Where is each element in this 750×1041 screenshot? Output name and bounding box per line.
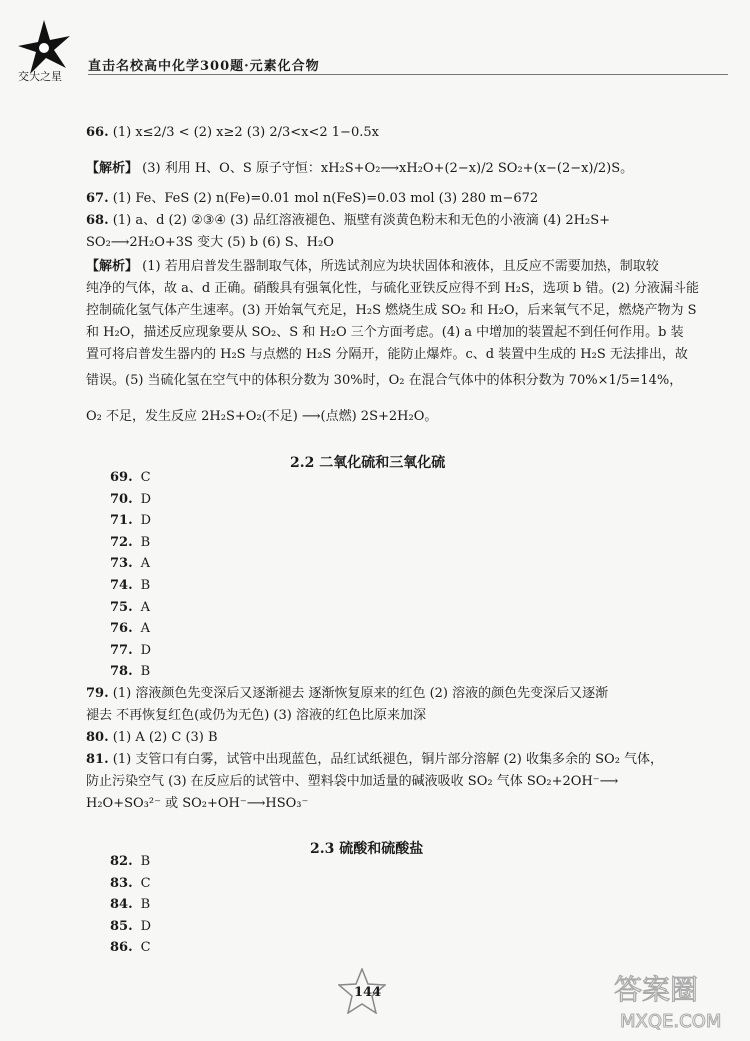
- q80-line: [86, 729, 218, 747]
- answer-row: [110, 556, 150, 571]
- q68-analysis-1: [86, 258, 659, 276]
- q66-line: [86, 124, 379, 142]
- question-number: 67.: [86, 191, 109, 206]
- answer-text: (1) x≤2/3 < (2) x≥2 (3) 2/3<x<2 1−0.5x: [112, 125, 379, 140]
- answer-row: [110, 513, 151, 528]
- q81-line-2: 防止污染空气 (3) 在反应后的试管中、塑料袋中加适量的碱液吸收 SO₂ 气体 SO₂+2OH⁻⟶: [86, 774, 619, 789]
- answer-choice: A: [140, 621, 151, 637]
- question-number: 72.: [110, 534, 133, 550]
- answer-row: [110, 897, 150, 912]
- watermark-logo: [610, 965, 740, 1035]
- header-divider: [88, 74, 728, 75]
- question-number: 68.: [86, 213, 109, 228]
- answer-row: [110, 621, 150, 636]
- question-number: 70.: [110, 491, 133, 507]
- watermark-title: 答案圈: [614, 973, 699, 1006]
- q68-line-1: [86, 212, 610, 230]
- analysis-text: (1) 若用启普发生器制取气体，所选试剂应为块状固体和液体，且反应不需要加热，制取较: [142, 259, 659, 274]
- answer-row: [110, 919, 151, 934]
- question-number: 86.: [110, 940, 133, 956]
- question-number: 85.: [110, 918, 133, 934]
- q68-analysis-2: 纯净的气体，故 a、d 正确。硝酸具有强氧化性，与硫化亚铁反应得不到 H₂S，选项 b 错。(2) 分液漏斗能: [86, 281, 700, 296]
- q68-analysis-4: 和 H₂O，描述反应现象要从 SO₂、S 和 H₂O 三个方面考虑。(4) a 中增加的装置起不到任何作用。b 装: [86, 325, 684, 340]
- answer-row: [110, 643, 151, 658]
- answer-row: [110, 876, 151, 891]
- answer-row: [110, 940, 151, 955]
- series-title: 直击名校高中化学300题·元素化合物: [88, 59, 320, 74]
- q81-line-1: [86, 751, 663, 769]
- q79-line-1: [86, 685, 608, 703]
- answer-text: (1) Fe、FeS (2) n(Fe)=0.01 mol n(FeS)=0.03 mol (3) 280 m−672: [112, 191, 539, 206]
- answer-row: [110, 600, 150, 615]
- question-number: 71.: [110, 513, 133, 529]
- question-number: 82.: [110, 854, 133, 869]
- q68-analysis-7: O₂ 不足，发生反应 2H₂S+O₂(不足) ⟶(点燃) 2S+2H₂O。: [86, 409, 438, 424]
- question-number: 75.: [110, 599, 133, 615]
- question-number: 69.: [110, 470, 133, 485]
- question-number: 76.: [110, 621, 133, 637]
- answer-text: (1) 支管口有白雾，试管中出现蓝色，品红试纸褪色，铜片部分溶解 (2) 收集多余的 SO₂ 气体，: [112, 752, 664, 767]
- star-logo-icon: [14, 18, 84, 82]
- question-number: 78.: [110, 664, 133, 680]
- q68-analysis-5: 置可将启普发生器内的 H₂S 与点燃的 H₂S 分隔开，能防止爆炸。c、d 装置中生成的 H₂S 无法排出，故: [86, 347, 688, 362]
- section-heading-2-3: 2.3 硫酸和硫酸盐: [310, 841, 424, 857]
- question-number: 84.: [110, 897, 133, 913]
- answer-choice: D: [140, 642, 152, 658]
- answer-row: [110, 578, 150, 593]
- q66-analysis: [86, 160, 633, 178]
- watermark-url: MXQE.COM: [620, 1011, 722, 1032]
- q68-analysis-6: 错误。(5) 当硫化氢在空气中的体积分数为 30%时，O₂ 在混合气体中的体积分数为 70%×1/5=14%，: [86, 373, 683, 388]
- answer-row: [110, 664, 150, 679]
- question-number: 79.: [86, 686, 109, 701]
- q81-line-3: H₂O+SO₃²⁻ 或 SO₂+OH⁻⟶HSO₃⁻: [86, 796, 309, 811]
- answer-choice: B: [140, 897, 151, 913]
- answer-choice: A: [140, 599, 151, 615]
- answer-text: (1) a、d (2) ②③④ (3) 品红溶液褪色、瓶壁有淡黄色粉末和无色的小液滴 (4) 2H₂S+: [112, 213, 611, 228]
- question-number: 80.: [86, 730, 109, 745]
- answer-text: (1) 溶液颜色先变深后又逐渐褪去 逐渐恢复原来的红色 (2) 溶液的颜色先变深后又逐渐: [112, 686, 609, 701]
- question-number: 83.: [110, 875, 133, 891]
- answer-choice: D: [140, 513, 152, 529]
- answer-choice: D: [140, 491, 152, 507]
- q79-line-2: 褪去 不再恢复红色(或仍为无色) (3) 溶液的红色比原来加深: [86, 708, 426, 723]
- answer-choice: B: [140, 664, 151, 680]
- question-number: 66.: [86, 125, 109, 140]
- q67-line: [86, 190, 538, 208]
- answer-row: [110, 470, 151, 485]
- question-number: 74.: [110, 578, 133, 593]
- analysis-tag: 【解析】: [86, 259, 139, 274]
- answer-text: (1) A (2) C (3) B: [112, 730, 218, 745]
- page-header: [0, 0, 750, 90]
- question-number: 73.: [110, 556, 133, 572]
- answer-choice: A: [140, 556, 151, 572]
- answer-choice: C: [140, 470, 151, 485]
- analysis-text: (3) 利用 H、O、S 原子守恒：xH₂S+O₂⟶xH₂O+(2−x)/2 SO₂+(x−(2−x)/2)S。: [142, 161, 634, 176]
- answer-choice: B: [140, 534, 151, 550]
- answer-choice: B: [140, 854, 151, 869]
- section-heading-2-2: 2.2 二氧化硫和三氧化硫: [290, 455, 446, 471]
- q68-analysis-3: 控制硫化氢气体产生速率。(3) 开始氧气充足，H₂S 燃烧生成 SO₂ 和 H₂O，后来氧气不足，燃烧产物为 S: [86, 303, 697, 318]
- logo-text: 交大之星: [18, 70, 62, 82]
- answer-row: [110, 854, 150, 869]
- analysis-tag: 【解析】: [86, 161, 139, 176]
- answer-row: [110, 535, 150, 550]
- answer-choice: D: [140, 918, 152, 934]
- q68-line-2: SO₂⟶2H₂O+3S 变大 (5) b (6) S、H₂O: [86, 235, 334, 250]
- page-number: 144: [354, 985, 382, 1000]
- answer-choice: C: [140, 940, 151, 956]
- question-number: 77.: [110, 642, 133, 658]
- answer-choice: C: [140, 875, 151, 891]
- answer-choice: B: [140, 578, 151, 593]
- question-number: 81.: [86, 752, 109, 767]
- answer-row: [110, 492, 151, 507]
